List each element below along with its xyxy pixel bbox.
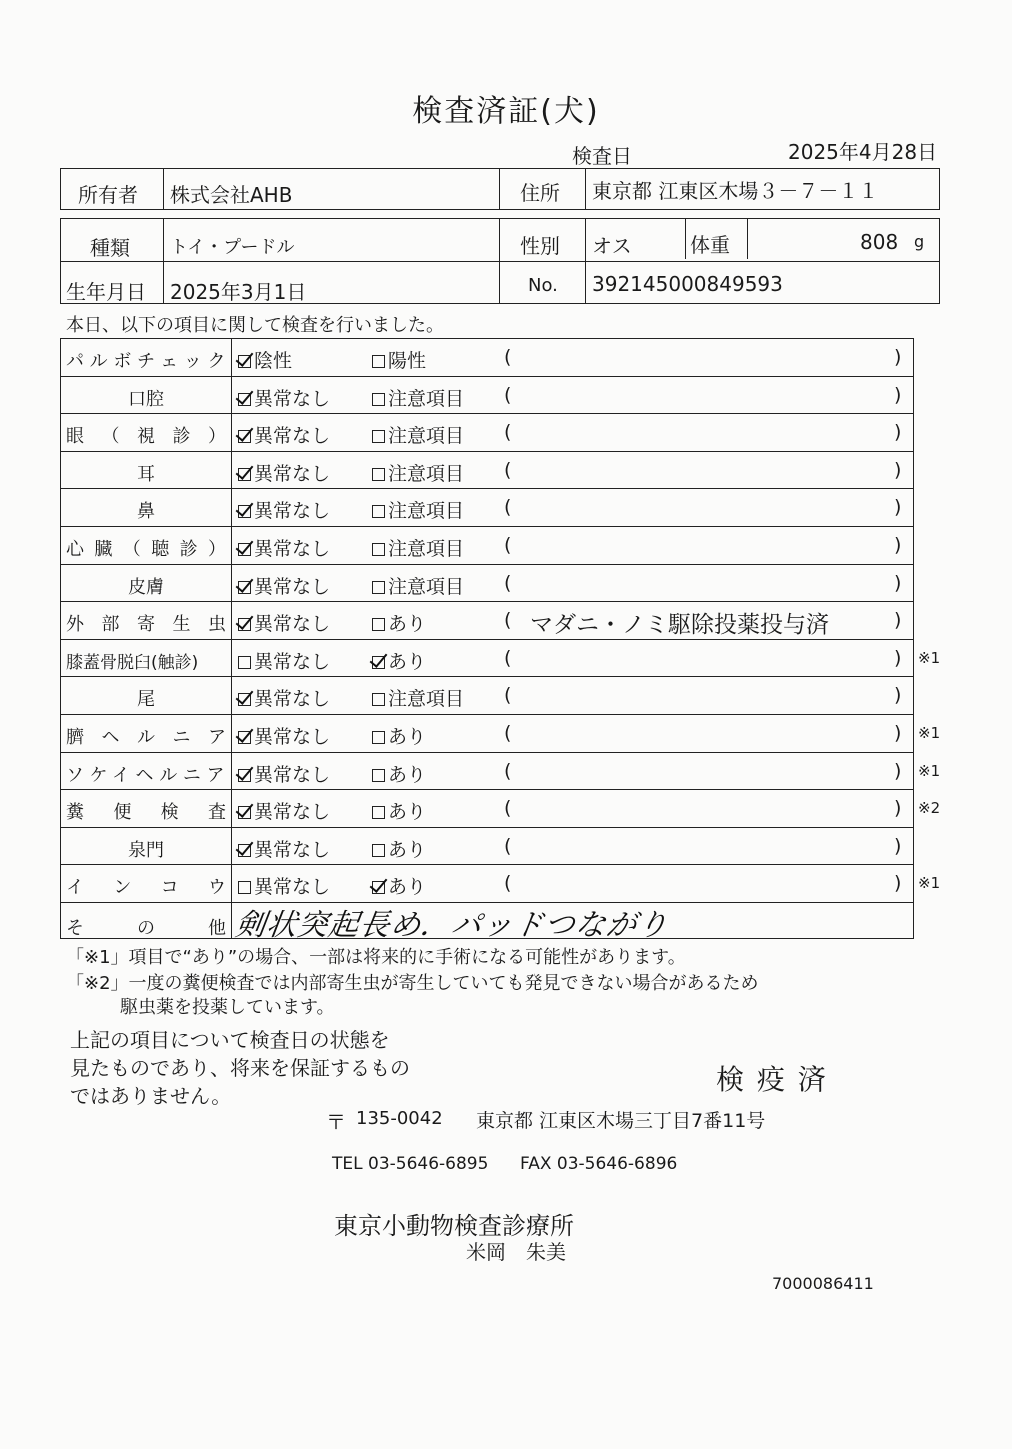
option-abnormal[interactable] [372, 684, 464, 711]
exam-date: 2025年4月28日 [788, 140, 938, 164]
close-paren: ) [894, 646, 902, 669]
option-normal[interactable] [238, 684, 330, 711]
close-paren: ) [894, 872, 902, 895]
clinic-tel: TEL 03-5646-6895 [332, 1154, 489, 1174]
option-abnormal[interactable] [372, 496, 464, 523]
option-abnormal[interactable] [372, 609, 426, 636]
open-paren: ( [504, 571, 512, 594]
option-abnormal[interactable] [372, 647, 426, 674]
option-label: あり [388, 876, 427, 899]
row-label: 眼（視診） [66, 426, 244, 448]
option-label: 異常なし [254, 801, 331, 824]
checkbox-icon[interactable] [372, 618, 385, 631]
open-paren: ( [504, 872, 512, 895]
clinic-address: 東京都 江東区木場三丁目7番11号 [476, 1110, 766, 1132]
document-title: 検査済証(犬) [412, 94, 600, 129]
option-abnormal[interactable] [372, 872, 426, 899]
checkbox-icon[interactable] [238, 881, 251, 894]
option-normal[interactable] [238, 572, 330, 599]
checkbox-icon[interactable] [372, 543, 385, 556]
row-label: 外部寄生虫 [66, 614, 244, 636]
no-label: No. [528, 275, 558, 296]
checked-checkbox-icon[interactable] [238, 844, 251, 857]
postal-code: 135-0042 [356, 1108, 443, 1129]
birth-label: 生年月日 [66, 280, 146, 304]
option-label: 注意項目 [388, 500, 465, 523]
option-abnormal[interactable] [372, 572, 464, 599]
open-paren: ( [504, 383, 512, 406]
close-paren: ) [894, 383, 902, 406]
checked-checkbox-icon[interactable] [238, 581, 251, 594]
owner-label: 所有者 [78, 183, 138, 207]
checkbox-icon[interactable] [372, 693, 385, 706]
checked-checkbox-icon[interactable] [238, 393, 251, 406]
row-label: 心臓（聴診） [66, 539, 237, 560]
option-label: 注意項目 [388, 538, 465, 560]
option-abnormal[interactable] [372, 797, 426, 824]
row-divider [60, 564, 914, 565]
intro-text: 本日、以下の項目に関して検査を行いました。 [66, 315, 444, 336]
row-label: 泉門 [128, 839, 164, 861]
option-label: 異常なし [254, 613, 331, 636]
checked-checkbox-icon[interactable] [238, 693, 251, 706]
option-normal[interactable] [238, 534, 330, 561]
option-label: 異常なし [254, 425, 331, 448]
weight-value: 808 [860, 230, 899, 254]
row-divider [60, 413, 914, 414]
disclaimer [70, 1026, 410, 1110]
option-normal[interactable] [238, 797, 330, 824]
row-label: 尾 [137, 689, 155, 711]
option-abnormal[interactable] [372, 760, 426, 787]
no-value: 392145000849593 [592, 272, 783, 296]
open-paren: ( [504, 797, 512, 820]
option-normal[interactable] [238, 459, 330, 486]
close-paren: ) [894, 609, 902, 632]
row-divider [60, 864, 914, 865]
close-paren: ) [894, 346, 902, 368]
checked-checkbox-icon[interactable] [372, 881, 385, 894]
option-normal[interactable] [238, 760, 330, 787]
open-paren: ( [504, 684, 512, 707]
row-divider [60, 526, 914, 527]
option-normal[interactable] [238, 872, 330, 899]
option-label: 異常なし [254, 538, 331, 560]
option-abnormal[interactable] [372, 421, 464, 448]
checkbox-icon[interactable] [372, 505, 385, 518]
footnote-mark: ※1 [918, 874, 941, 893]
option-abnormal[interactable] [372, 459, 464, 486]
row-divider [60, 676, 914, 677]
footnote-2a: 「※2」一度の糞便検査では内部寄生虫が寄生していても発見できない場合があるため [66, 973, 759, 994]
breed-value: トイ・プードル [170, 237, 295, 258]
footnote-mark: ※1 [918, 648, 941, 667]
option-label: 注意項目 [388, 575, 465, 598]
open-paren: ( [504, 346, 512, 368]
open-paren: ( [504, 609, 512, 632]
checkbox-icon[interactable] [372, 581, 385, 594]
serial-number: 7000086411 [772, 1274, 874, 1293]
open-paren: ( [504, 534, 512, 556]
open-paren: ( [504, 458, 512, 481]
row-divider [60, 714, 914, 715]
sex-label: 性別 [520, 234, 560, 258]
open-paren: ( [504, 722, 512, 744]
checked-checkbox-icon[interactable] [238, 543, 251, 556]
row-divider [60, 601, 914, 602]
vet-name: 米岡 朱美 [466, 1240, 566, 1264]
checkbox-icon[interactable] [372, 355, 385, 368]
checkbox-icon[interactable] [372, 468, 385, 481]
option-label: 異常なし [254, 462, 331, 485]
option-label: あり [388, 650, 427, 673]
option-abnormal[interactable] [372, 534, 464, 561]
checked-checkbox-icon[interactable] [238, 731, 251, 744]
disclaimer-line-2: 見たものであり、将来を保証するもの [70, 1056, 410, 1080]
checkbox-icon[interactable] [372, 806, 385, 819]
option-label: 異常なし [254, 726, 331, 748]
option-normal[interactable] [238, 609, 330, 636]
option-normal[interactable] [238, 421, 330, 448]
checked-checkbox-icon[interactable] [372, 656, 385, 669]
checkbox-icon[interactable] [372, 430, 385, 443]
breed-label: 種類 [90, 236, 130, 260]
open-paren: ( [504, 834, 512, 857]
footnote-2b: 駆虫薬を投薬しています。 [120, 997, 335, 1018]
option-label: 異常なし [254, 688, 331, 711]
checked-checkbox-icon[interactable] [238, 505, 251, 518]
option-label: 異常なし [254, 387, 331, 410]
footnote-1: 「※1」項目で“あり”の場合、一部は将来的に手術になる可能性があります。 [66, 947, 686, 968]
option-abnormal[interactable] [372, 835, 426, 862]
option-normal[interactable] [238, 496, 330, 523]
option-label: 異常なし [254, 500, 331, 523]
clinic-name: 東京小動物検査診療所 [334, 1212, 574, 1240]
footnote-mark: ※2 [918, 799, 941, 818]
other-label: そ の 他 [66, 918, 226, 939]
open-paren: ( [504, 646, 512, 669]
row-divider [60, 451, 914, 452]
checked-checkbox-icon[interactable] [238, 355, 251, 368]
quarantine-stamp: 検 疫 済 [716, 1063, 828, 1096]
row-label: 鼻 [137, 501, 155, 523]
row-label: パルボチェック [66, 351, 232, 372]
option-label: 異常なし [254, 763, 331, 786]
open-paren: ( [504, 421, 512, 444]
exam-date-label: 検査日 [572, 144, 632, 168]
option-label: あり [388, 726, 427, 748]
close-paren: ) [894, 534, 902, 556]
address-label: 住所 [520, 181, 560, 205]
row-divider [60, 752, 914, 753]
option-label: あり [388, 801, 427, 824]
close-paren: ) [894, 571, 902, 594]
close-paren: ) [894, 722, 902, 744]
checked-checkbox-icon[interactable] [238, 468, 251, 481]
option-label: 異常なし [254, 876, 331, 899]
weight-unit: g [914, 232, 925, 251]
row-label: インコウ [66, 877, 256, 899]
close-paren: ) [894, 496, 902, 519]
row-label: 耳 [137, 463, 155, 485]
close-paren: ) [894, 684, 902, 707]
open-paren: ( [504, 496, 512, 519]
birth-value: 2025年3月1日 [170, 280, 307, 304]
sex-value: オス [592, 234, 632, 258]
option-label: 異常なし [254, 575, 331, 598]
checkbox-icon[interactable] [238, 656, 251, 669]
option-label: 注意項目 [388, 425, 465, 448]
checkbox-icon[interactable] [372, 844, 385, 857]
option-abnormal[interactable] [372, 346, 426, 373]
disclaimer-line-1: 上記の項目について検査日の状態を [70, 1028, 390, 1052]
option-label: 異常なし [254, 650, 331, 673]
owner-value: 株式会社AHB [170, 183, 293, 207]
option-normal[interactable] [238, 647, 330, 674]
checked-checkbox-icon[interactable] [238, 430, 251, 443]
checkbox-icon[interactable] [372, 769, 385, 782]
option-label: 陰性 [254, 350, 293, 372]
row-label: 臍ヘルニア [66, 727, 244, 748]
close-paren: ) [894, 797, 902, 820]
row-label: ソケイヘルニア [66, 764, 231, 786]
checkbox-icon[interactable] [372, 731, 385, 744]
row-divider [60, 376, 914, 377]
disclaimer-line-3: ではありません。 [70, 1084, 232, 1108]
checked-checkbox-icon[interactable] [238, 769, 251, 782]
option-label: 陽性 [388, 350, 427, 372]
close-paren: ) [894, 421, 902, 444]
row-divider [60, 488, 914, 489]
other-handwritten-note: 剣状突起長め．パッドつながり [233, 908, 671, 943]
close-paren: ) [894, 759, 902, 782]
option-label: 異常なし [254, 838, 331, 861]
option-label: 注意項目 [388, 387, 465, 410]
option-label: あり [388, 838, 427, 861]
open-paren: ( [504, 759, 512, 782]
option-normal[interactable] [238, 835, 330, 862]
option-label: あり [388, 613, 427, 636]
option-normal[interactable] [238, 346, 292, 373]
option-abnormal[interactable] [372, 384, 464, 411]
option-label: あり [388, 763, 427, 786]
row-label: 膝蓋骨脱臼(触診) [66, 652, 199, 673]
footnote-mark: ※1 [918, 724, 941, 742]
option-normal[interactable] [238, 722, 330, 749]
row-divider [60, 789, 914, 790]
option-abnormal[interactable] [372, 722, 426, 749]
row-note: マダニ・ノミ駆除投薬投与済 [530, 612, 829, 639]
checked-checkbox-icon[interactable] [238, 618, 251, 631]
row-label: 口腔 [128, 388, 164, 410]
postal-mark: 〒 [326, 1110, 346, 1134]
option-normal[interactable] [238, 384, 330, 411]
weight-label: 体重 [690, 233, 730, 257]
footnote-mark: ※1 [918, 761, 941, 780]
close-paren: ) [894, 458, 902, 481]
option-label: 注意項目 [388, 688, 465, 711]
close-paren: ) [894, 834, 902, 857]
row-label: 糞便検査 [66, 802, 256, 824]
clinic-fax: FAX 03-5646-6896 [520, 1154, 678, 1174]
row-divider [60, 827, 914, 828]
row-label: 皮膚 [128, 576, 164, 598]
checked-checkbox-icon[interactable] [238, 806, 251, 819]
checkbox-icon[interactable] [372, 393, 385, 406]
address-value: 東京都 江東区木場３－７－１１ [592, 179, 879, 203]
option-label: 注意項目 [388, 462, 465, 485]
